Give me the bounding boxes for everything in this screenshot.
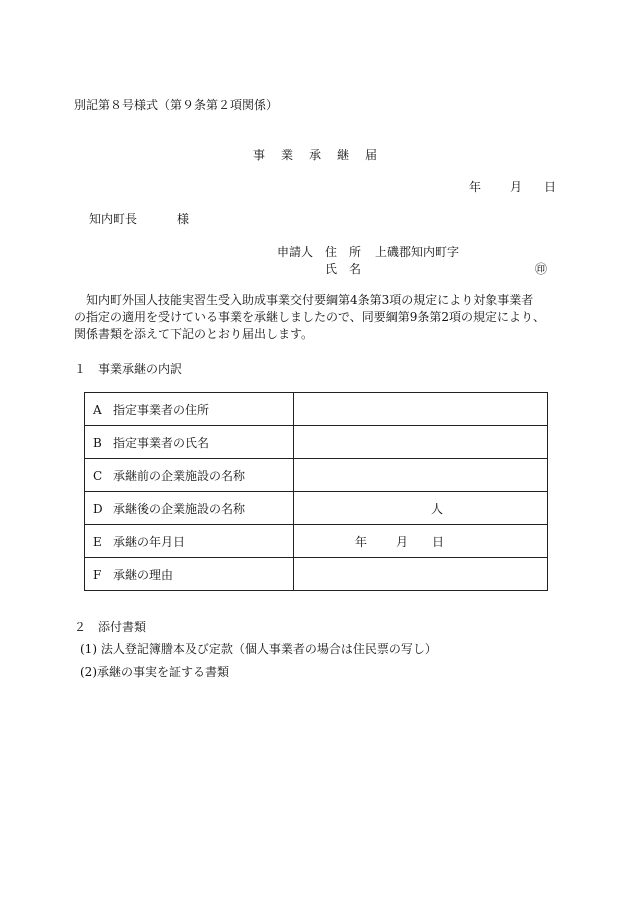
- seal-mark: ㊞: [535, 262, 548, 276]
- row-label: [85, 393, 294, 426]
- row-value-cell: [294, 525, 548, 558]
- date-year-label: 年: [469, 180, 482, 194]
- addressee-suffix: 様: [177, 212, 190, 226]
- title-char: 事: [252, 148, 265, 162]
- people-unit-label: 人: [431, 502, 444, 516]
- document-title: [0, 147, 630, 163]
- row-value-cell: [294, 426, 548, 459]
- table-row: [85, 426, 548, 459]
- address-value: 上磯郡知内町字: [375, 245, 460, 259]
- table-row: [85, 558, 548, 591]
- title-char: 届: [365, 148, 378, 162]
- row-value-cell: [294, 459, 548, 492]
- succession-month-label: 月: [396, 535, 409, 549]
- row-value-cell: [294, 558, 548, 591]
- body-line: 知内町外国人技能実習生受入助成事業交付要綱第4条第3項の規定により対象事業者: [74, 293, 534, 307]
- title-char: 継: [337, 148, 350, 162]
- row-letter: A: [93, 402, 102, 417]
- attachment-item: (1) 法人登記簿謄本及び定款（個人事業者の場合は住民票の写し）: [80, 642, 437, 656]
- applicant-label: 申請人: [277, 245, 314, 259]
- row-letter: B: [93, 435, 102, 450]
- row-letter: F: [93, 567, 102, 582]
- body-paragraph: [74, 292, 564, 343]
- row-letter: E: [93, 534, 102, 549]
- table-row: [85, 393, 548, 426]
- section2-heading: ２ 添付書類: [74, 620, 147, 634]
- row-label-text: 指定事業者の氏名: [113, 435, 210, 450]
- body-line: の指定の適用を受けている事業を承継しましたので、同要綱第9条第2項の規定により、: [74, 310, 546, 324]
- name-label: 氏 名: [325, 262, 362, 276]
- succession-details-table: [84, 392, 548, 591]
- section1-heading: １ 事業承継の内訳: [74, 362, 183, 376]
- row-value-cell: [294, 492, 548, 525]
- attachment-item: (2)承継の事実を証する書類: [80, 665, 229, 679]
- row-label-text: 指定事業者の住所: [113, 402, 210, 417]
- row-label: [85, 558, 294, 591]
- form-number-label: 別記第８号様式（第９条第２項関係）: [74, 98, 279, 112]
- row-label-text: 承継の年月日: [113, 534, 186, 549]
- row-value-cell: [294, 393, 548, 426]
- row-label-text: 承継前の企業施設の名称: [113, 468, 246, 483]
- row-label: [85, 492, 294, 525]
- succession-year-label: 年: [355, 535, 368, 549]
- title-char: 業: [280, 148, 293, 162]
- row-label: [85, 426, 294, 459]
- row-letter: D: [93, 501, 103, 516]
- title-char: 承: [308, 148, 321, 162]
- table-row: [85, 492, 548, 525]
- table-row: [85, 525, 548, 558]
- row-label-text: 承継の理由: [113, 567, 174, 582]
- address-label: 住 所: [325, 245, 362, 259]
- addressee-name: 知内町長: [89, 212, 138, 226]
- succession-day-label: 日: [432, 535, 445, 549]
- row-label: [85, 459, 294, 492]
- date-day-label: 日: [544, 180, 557, 194]
- date-month-label: 月: [510, 180, 523, 194]
- row-letter: C: [93, 468, 103, 483]
- row-label: [85, 525, 294, 558]
- table-row: [85, 459, 548, 492]
- row-label-text: 承継後の企業施設の名称: [113, 501, 246, 516]
- body-line: 関係書類を添えて下記のとおり届出します。: [74, 327, 314, 341]
